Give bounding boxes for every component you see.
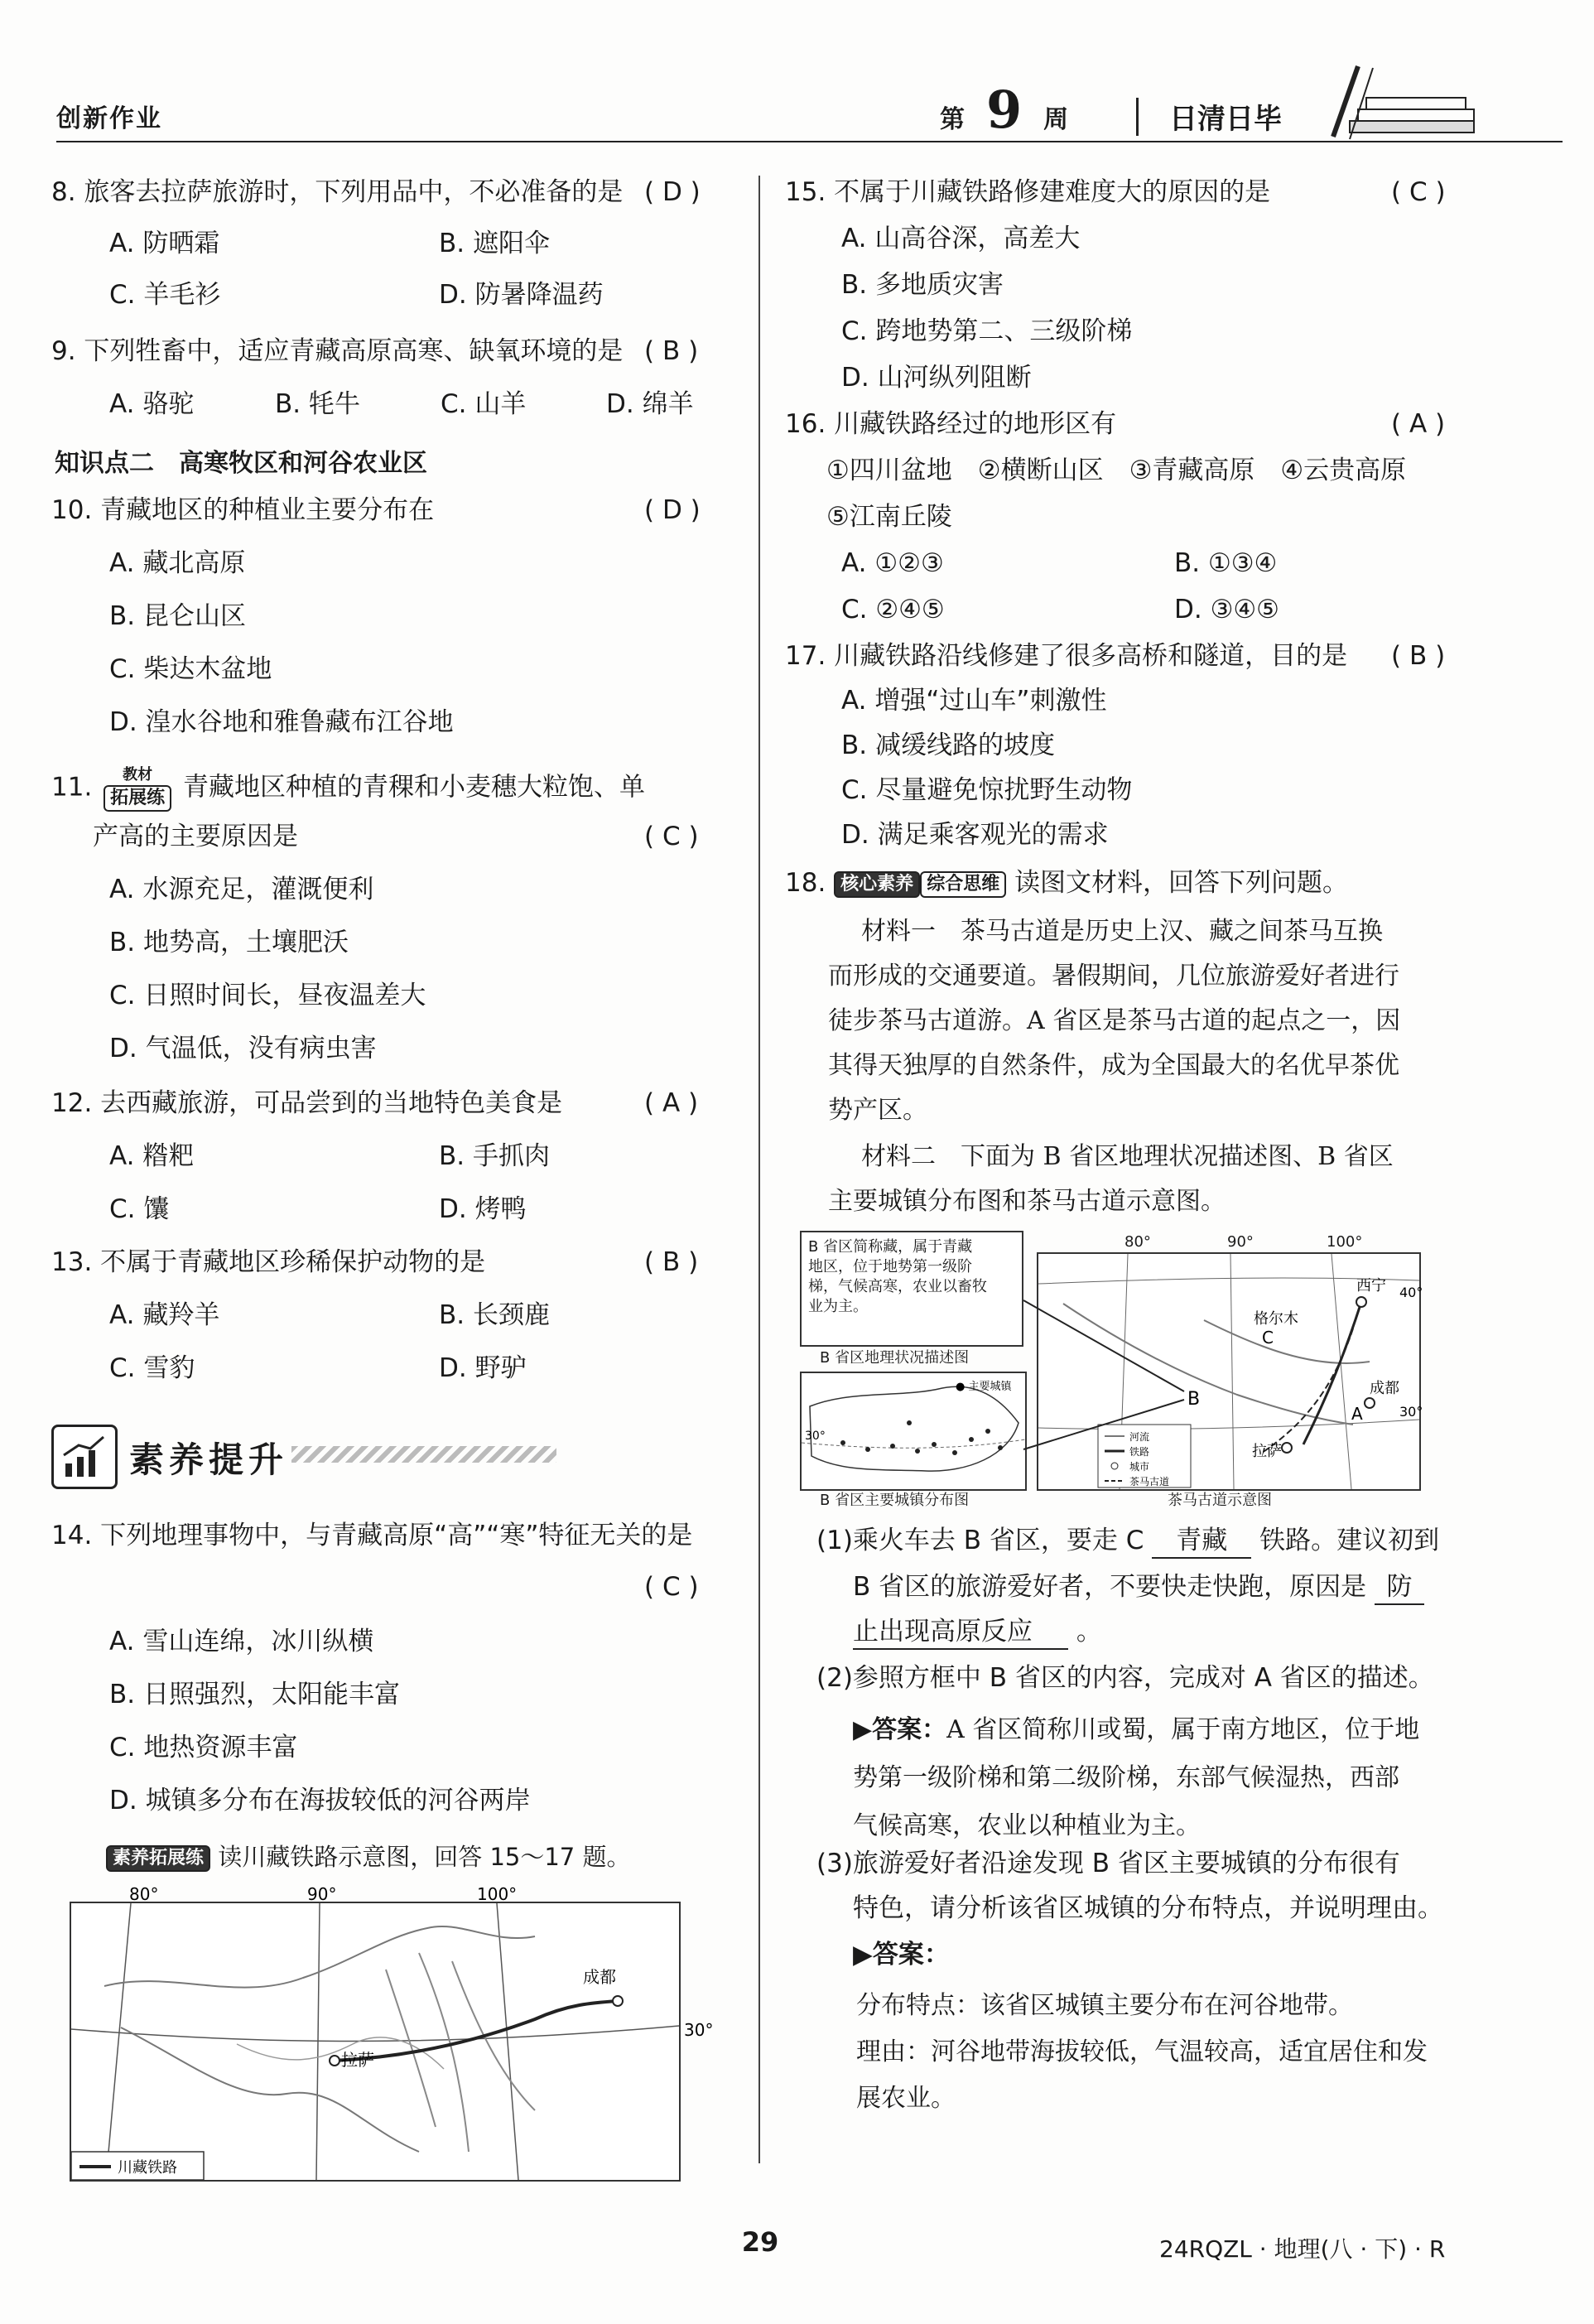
desc-line: 地区，位于地势第一级阶: [808, 1258, 972, 1275]
q10-option-a: A. 藏北高原: [109, 548, 246, 578]
q18-tag-thinking: 综合思维: [920, 871, 1006, 898]
q14-option-d: D. 城镇多分布在海拔较低的河谷两岸: [109, 1786, 531, 1815]
towns-map-graphic: [802, 1373, 1025, 1489]
q18-2-answer-line: A 省区简称川或蜀，属于南方地区，位于地: [946, 1715, 1420, 1744]
material-1-line: 材料一 茶马古道是历史上汉、藏之间茶马互换: [861, 917, 1383, 946]
q18-2-answer: [853, 1706, 1419, 1850]
towns-lat-30: 30°: [805, 1430, 826, 1443]
q13-stem: 13. 不属于青藏地区珍稀保护动物的是: [51, 1247, 486, 1277]
week-prefix: 第: [940, 105, 965, 134]
q8-stem: 8. 旅客去拉萨旅游时，下列用品中，不必准备的是: [51, 177, 624, 207]
q12-option-c: C. 馕: [109, 1194, 170, 1224]
q16-options-line2: ⑤江南丘陵: [826, 502, 952, 532]
header-separator: [1136, 98, 1139, 136]
label-lhasa: 拉萨: [1252, 1443, 1282, 1460]
q15-stem: 15. 不属于川藏铁路修建难度大的原因的是: [785, 177, 1271, 207]
q18-number: 18.: [785, 868, 826, 898]
page-number: 29: [741, 2226, 779, 2258]
header-right-title: 日清日毕: [1169, 103, 1282, 136]
q18-3-stem-line2: 特色，请分析该省区城镇的分布特点，并说明理由。: [853, 1893, 1443, 1923]
q8-answer: ( D ): [644, 177, 701, 207]
q17-option-d: D. 满足乘客观光的需求: [841, 820, 1109, 850]
q11-stem: [51, 765, 645, 812]
q11-answer: ( C ): [644, 822, 699, 851]
material-2: [828, 1135, 1394, 1224]
q14-stem: 14. 下列地理事物中，与青藏高原“高”“寒”特征无关的是: [51, 1521, 693, 1550]
q8-option-c: C. 羊毛衫: [109, 280, 221, 310]
q8-option-d: D. 防暑降温药: [439, 280, 604, 310]
q16-stem: 16. 川藏铁路经过的地形区有: [785, 409, 1117, 439]
label-b: B: [1187, 1389, 1201, 1410]
caption-towns: B 省区主要城镇分布图: [820, 1492, 970, 1509]
q15-option-d: D. 山河纵列阻断: [841, 363, 1032, 393]
q18-3-answer-line: 理由：河谷地带海拔较低，气温较高，适宜居住和发: [856, 2037, 1428, 2066]
q18-3-answer-line: 展农业。: [856, 2084, 956, 2113]
b-province-description-box: [800, 1231, 1023, 1347]
q18-1-blank-a: 防: [1375, 1570, 1424, 1605]
road-lon-100: 100°: [1327, 1233, 1363, 1251]
q8-option-b: B. 遮阳伞: [439, 229, 550, 258]
map-city-chengdu: 成都: [583, 1967, 616, 1987]
desc-line: 业为主。: [808, 1298, 868, 1315]
q17-option-a: A. 增强“过山车”刺激性: [841, 686, 1107, 716]
book-code: 24RQZL · 地理(八 · 下) · R: [1159, 2235, 1446, 2263]
material-1-line: 而形成的交通要道。暑假期间，几位旅游爱好者进行: [828, 962, 1399, 991]
practice-line: [106, 1840, 630, 1873]
map-lon-100: 100°: [477, 1884, 518, 1904]
b-province-towns-map: [800, 1372, 1027, 1491]
q10-stem: 10. 青藏地区的种植业主要分布在: [51, 495, 435, 525]
q12-option-d: D. 烤鸭: [439, 1194, 527, 1224]
q14-option-c: C. 地热资源丰富: [109, 1733, 298, 1762]
bar-chart-icon: [51, 1425, 118, 1489]
material-1-line: 势产区。: [828, 1096, 927, 1125]
q12-option-a: A. 糌粑: [109, 1141, 195, 1171]
b-pointer-arrows: [1019, 1292, 1201, 1458]
q14-answer: ( C ): [644, 1572, 699, 1602]
q15-option-a: A. 山高谷深，高差大: [841, 224, 1081, 253]
q9-option-c: C. 山羊: [441, 389, 527, 419]
road-legend-railway: 铁路: [1129, 1446, 1150, 1458]
q14-option-b: B. 日照强烈，太阳能丰富: [109, 1680, 400, 1709]
road-lat-40: 40°: [1399, 1285, 1423, 1300]
q18-2-answer-line: 势第一级阶梯和第二级阶梯，东部气候湿热，西部: [853, 1763, 1399, 1792]
banner-title: 素养提升: [129, 1439, 289, 1480]
q18-3-stem-line1: (3)旅游爱好者沿途发现 B 省区主要城镇的分布很有: [816, 1849, 1400, 1878]
q12-stem: 12. 去西藏旅游，可品尝到的当地特色美食是: [51, 1088, 563, 1118]
q10-option-d: D. 湟水谷地和雅鲁藏布江谷地: [109, 707, 454, 737]
q18-stem: [785, 866, 1348, 899]
header-rule: [56, 141, 1563, 142]
practice-tag: 素养拓展练: [106, 1845, 210, 1872]
q18-text: 读图文材料，回答下列问题。: [1014, 868, 1349, 898]
map-city-lhasa: 拉萨: [341, 2050, 374, 2070]
q10-answer: ( D ): [644, 495, 701, 525]
week-label: [940, 80, 1068, 140]
material-2-line: 主要城镇分布图和茶马古道示意图。: [828, 1187, 1226, 1216]
q11-text-line1: 青藏地区种植的青稞和小麦穗大粒饱、单: [183, 772, 646, 803]
q11-text-line2: 产高的主要原因是: [93, 822, 298, 851]
q17-option-b: B. 减缓线路的坡度: [841, 730, 1055, 760]
caption-description: B 省区地理状况描述图: [820, 1349, 970, 1367]
q13-option-b: B. 长颈鹿: [439, 1300, 550, 1330]
q11-number: 11.: [51, 772, 93, 803]
road-legend-tea-road: 茶马古道: [1129, 1476, 1170, 1487]
road-legend-river: 河流: [1129, 1431, 1150, 1443]
q18-tag-core: 核心素养: [834, 871, 920, 898]
q16-option-d: D. ③④⑤: [1174, 595, 1279, 624]
road-legend-city: 城市: [1129, 1461, 1150, 1473]
column-divider: [758, 176, 760, 2163]
q13-answer: ( B ): [644, 1247, 699, 1277]
q8-option-a: A. 防晒霜: [109, 229, 220, 258]
map-lon-80: 80°: [129, 1884, 159, 1904]
label-xining: 西宁: [1356, 1277, 1386, 1295]
q18-1-blank-railway: 青藏: [1152, 1524, 1251, 1559]
road-lon-80: 80°: [1124, 1233, 1151, 1251]
q13-option-c: C. 雪豹: [109, 1353, 195, 1383]
caption-tea-road: 茶马古道示意图: [1168, 1492, 1272, 1509]
sichuan-tibet-railway-map: [70, 1884, 714, 2182]
q18-2-answer-label: ▶答案：: [853, 1715, 947, 1744]
q9-option-b: B. 牦牛: [275, 389, 360, 419]
q18-1-mid: 铁路。建议初到: [1259, 1526, 1440, 1555]
road-lon-90: 90°: [1227, 1233, 1254, 1251]
material-2-line: 材料二 下面为 B 省区地理状况描述图、B 省区: [861, 1142, 1394, 1171]
map-lon-90: 90°: [307, 1884, 337, 1904]
header-left-title: 创新作业: [56, 104, 162, 133]
q15-option-b: B. 多地质灾害: [841, 270, 1004, 300]
desc-line: B 省区简称藏，属于青藏: [808, 1238, 973, 1256]
q11-option-a: A. 水源充足，灌溉便利: [109, 875, 374, 904]
road-lat-30: 30°: [1399, 1404, 1423, 1420]
q11-option-b: B. 地势高，土壤肥沃: [109, 928, 349, 957]
q13-option-d: D. 野驴: [439, 1353, 527, 1383]
towns-legend: ● 主要城镇: [956, 1381, 1012, 1393]
q16-option-b: B. ①③④: [1174, 548, 1278, 578]
q18-1-line3: [853, 1615, 1102, 1650]
q12-answer: ( A ): [644, 1088, 699, 1118]
q9-option-d: D. 绵羊: [606, 389, 694, 419]
material-1-line: 其得天独厚的自然条件，成为全国最大的名优早茶优: [828, 1051, 1399, 1080]
q10-option-b: B. 昆仑山区: [109, 601, 246, 631]
section-heading-2: 知识点二 高寒牧区和河谷农业区: [55, 449, 427, 478]
q18-3-answer-label: ▶答案：: [853, 1940, 950, 1970]
label-a: A: [1351, 1404, 1363, 1424]
q18-3-answer: [856, 1983, 1428, 2122]
q18-1-line1: [816, 1524, 1439, 1559]
q18-1-end: 。: [1076, 1617, 1102, 1647]
q18-1-blank-b: 止出现高原反应: [853, 1615, 1068, 1650]
q17-option-c: C. 尽量避免惊扰野生动物: [841, 775, 1133, 805]
q16-answer: ( A ): [1391, 409, 1446, 439]
week-suffix: 周: [1043, 105, 1069, 134]
q9-option-a: A. 骆驼: [109, 389, 195, 419]
label-c: C: [1262, 1328, 1274, 1348]
map-lat-30: 30°: [684, 2020, 714, 2040]
q14-option-a: A. 雪山连绵，冰川纵横: [109, 1627, 374, 1656]
q17-stem: 17. 川藏铁路沿线修建了很多高桥和隧道，目的是: [785, 641, 1348, 671]
q9-answer: ( B ): [644, 336, 699, 366]
q16-options-line1: ①四川盆地 ②横断山区 ③青藏高原 ④云贵高原: [826, 456, 1407, 485]
q16-option-a: A. ①②③: [841, 548, 944, 578]
q18-1-line2: [853, 1570, 1424, 1605]
material-1-line: 徒步茶马古道游。A 省区是茶马古道的起点之一，因: [828, 1006, 1401, 1035]
material-1: [828, 909, 1400, 1133]
q11-option-d: D. 气温低，没有病虫害: [109, 1034, 377, 1063]
q11-option-c: C. 日照时间长，昼夜温差大: [109, 981, 426, 1010]
q18-3-answer-line: 分布特点：该省区城镇主要分布在河谷地带。: [856, 1991, 1353, 2020]
q9-stem: 9. 下列牲畜中，适应青藏高原高寒、缺氧环境的是: [51, 336, 624, 366]
label-chengdu: 成都: [1370, 1380, 1399, 1397]
q10-option-c: C. 柴达木盆地: [109, 654, 272, 684]
q17-answer: ( B ): [1391, 641, 1446, 671]
books-pencil-icon: [1325, 58, 1482, 141]
desc-line: 梯，气候高寒，农业以畜牧: [808, 1278, 987, 1295]
q18-1-prefix: (1)乘火车去 B 省区，要走 C: [816, 1526, 1144, 1555]
q15-answer: ( C ): [1391, 177, 1446, 207]
q16-option-c: C. ②④⑤: [841, 595, 945, 624]
q11-tag-label: 拓展练: [104, 785, 171, 812]
q13-option-a: A. 藏羚羊: [109, 1300, 220, 1330]
q15-option-c: C. 跨地势第二、三级阶梯: [841, 316, 1133, 346]
q11-tag: [104, 765, 171, 812]
section-banner: [51, 1425, 565, 1484]
q12-option-b: B. 手抓肉: [439, 1141, 550, 1171]
railway-map-graphic: [71, 1884, 714, 2180]
q18-1-line2-text: B 省区的旅游爱好者，不要快走快跑，原因是: [853, 1572, 1367, 1602]
q11-tag-top: 教材: [123, 766, 153, 784]
map-legend-railway: 川藏铁路: [118, 2159, 177, 2177]
label-golmud: 格尔木: [1254, 1310, 1298, 1328]
q18-2-answer-line: 气候高寒，农业以种植业为主。: [853, 1811, 1201, 1840]
q18-2-stem: (2)参照方框中 B 省区的内容，完成对 A 省区的描述。: [816, 1663, 1434, 1693]
week-number: 9: [986, 80, 1023, 140]
banner-stripe: [291, 1446, 556, 1463]
practice-text: 读川藏铁路示意图，回答 15～17 题。: [218, 1843, 631, 1871]
